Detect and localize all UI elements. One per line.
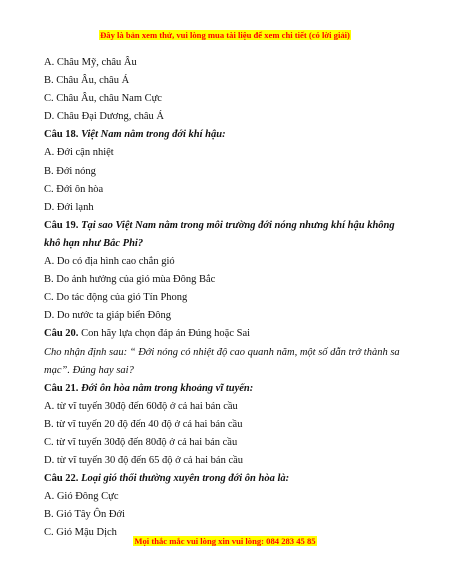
question-number: Câu 18. (44, 129, 79, 141)
question-22 (44, 470, 414, 488)
question-number: Câu 20. (44, 328, 79, 340)
option-d: D. Đới lạnh (44, 201, 94, 213)
question-18 (44, 126, 414, 144)
option-d: D. Do nước ta giáp biển Đông (44, 310, 172, 322)
question-number: Câu 19. (44, 219, 79, 231)
option-b: B. Do ảnh hưởng của gió mùa Đông Bắc (44, 274, 216, 286)
question-number: Câu 21. (44, 382, 79, 394)
question-20 (44, 325, 414, 343)
option-a: A. Đới cận nhiệt (44, 147, 114, 159)
option-d: D. từ vĩ tuyến 30 độ đến 65 độ ở cả hai bán cầu (44, 455, 244, 467)
statement-line: mạc”. Đúng hay sai? (44, 364, 134, 376)
question-content (44, 54, 414, 543)
option-c: C. Gió Mậu Dịch (44, 527, 117, 539)
option-a: A. Gió Đông Cực (44, 491, 119, 503)
question-text-continued: khô hạn như Bắc Phi? (44, 237, 144, 249)
option-c: C. từ vĩ tuyến 30độ đến 80độ ở cả hai bán cầu (44, 436, 238, 448)
question-number: Câu 22. (44, 473, 79, 485)
option-a: A. từ vĩ tuyến 30độ đến 60độ ở cả hai bán cầu (44, 400, 238, 412)
option-b: B. Gió Tây Ôn Đới (44, 509, 125, 521)
question-text: Loại gió thổi thường xuyên trong đới ôn hòa là: (81, 473, 290, 485)
statement-line: Cho nhận định sau: “ Đới nóng có nhiệt độ cao quanh năm, một số dẫn trở thành sa (44, 346, 400, 358)
option-d: D. Châu Đại Dương, châu Á (44, 111, 165, 123)
question-19 (44, 217, 414, 235)
question-text: Việt Nam nằm trong đới khí hậu: (81, 129, 226, 141)
option-b: B. Châu Âu, châu Á (44, 75, 130, 87)
option-b: B. Đới nóng (44, 165, 96, 177)
option-a: A. Châu Mỹ, châu Âu (44, 57, 137, 68)
option-c: C. Do tác động của gió Tín Phong (44, 292, 188, 304)
option-a: A. Do có địa hình cao chắn gió (44, 256, 175, 268)
question-text: Đới ôn hòa nằm trong khoảng vĩ tuyến: (81, 382, 254, 394)
option-c: C. Đới ôn hòa (44, 183, 104, 195)
question-text: Con hãy lựa chọn đáp án Đúng hoặc Sai (81, 328, 251, 340)
header-notice (0, 30, 450, 40)
header-notice-text: Đây là bản xem thử, vui lòng mua tài liệu để xem chi tiết (có lời giải) (100, 30, 350, 40)
footer-notice (0, 536, 450, 546)
footer-notice-text: Mọi thắc mắc vui lòng xin vui lòng: 084 283 45 85 (134, 536, 316, 546)
question-text: Tại sao Việt Nam nằm trong môi trường đới nóng nhưng khí hậu không (81, 219, 395, 231)
question-21 (44, 380, 414, 398)
option-b: B. từ vĩ tuyến 20 độ đến 40 độ ở cả hai bán cầu (44, 418, 243, 430)
option-c: C. Châu Âu, châu Nam Cực (44, 93, 162, 105)
